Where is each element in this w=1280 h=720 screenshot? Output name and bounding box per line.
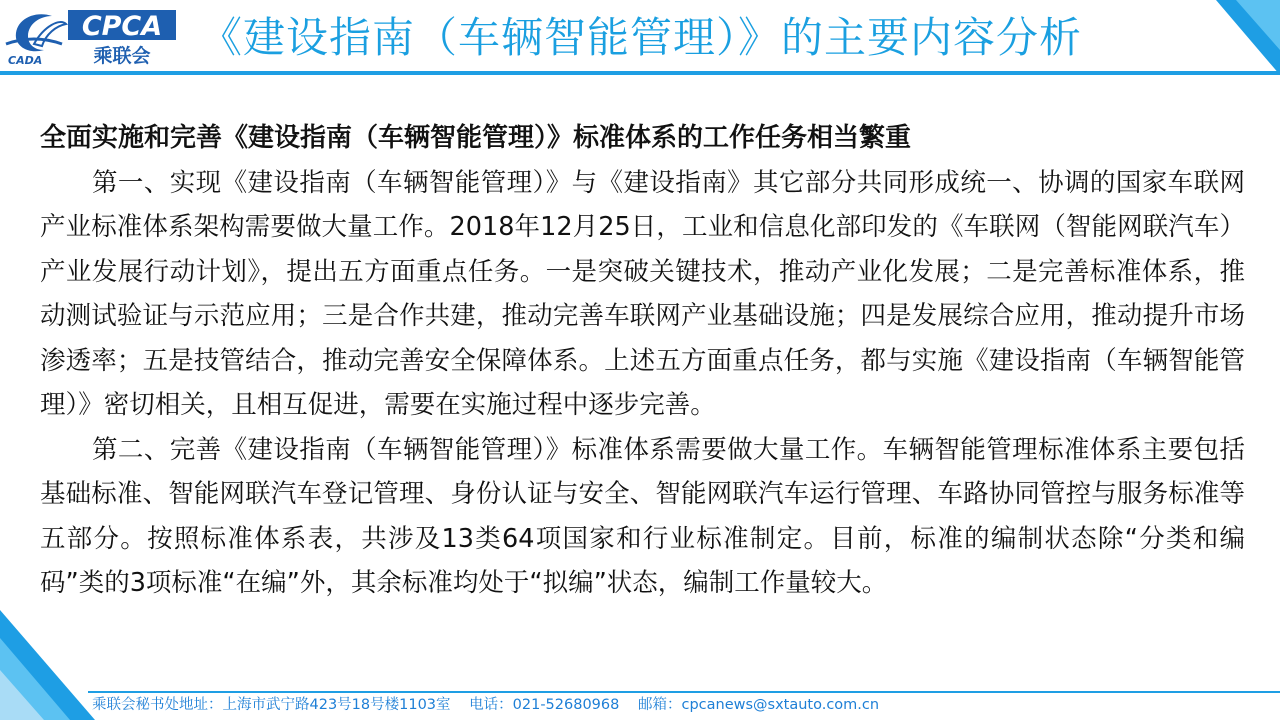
paragraph-2: 第二、完善《建设指南（车辆智能管理）》标准体系需要做大量工作。车辆智能管理标准体系主要包括基础标准、智能网联汽车登记管理、身份认证与安全、智能网联汽车运行管理、车路协同管控与服务标准等五部分。按照标准体系表，共涉及13类64项国家和行业标准制定。目前，标准的编制状态除“分类和编码”类的3项标准“在编”外，其余标准均处于“拟编”状态，编制工作量较大。 bbox=[40, 434, 1245, 598]
corner-decoration-bottom-left bbox=[0, 610, 95, 720]
corner-decoration-top-right bbox=[1216, 0, 1280, 75]
paragraph-1: 第一、实现《建设指南（车辆智能管理）》与《建设指南》其它部分共同形成统一、协调的国家车联网产业标准体系架构需要做大量工作。2018年12月25日，工业和信息化部印发的《车联网（智能网联汽车）产业发展行动计划》，提出五方面重点任务。一是突破关键技术，推动产业化发展；二是完善标准体系，推动测试验证与示范应用；三是合作共建，推动完善车联网产业基础设施；四是发展综合应用，推动提升市场渗透率；五是技管结合，推动完善安全保障体系。上述五方面重点任务，都与实施《建设指南（车辆智能管理）》密切相关，且相互促进，需要在实施过程中逐步完善。 bbox=[40, 167, 1245, 420]
footer-address: 乘联会秘书处地址：上海市武宁路423号18号楼1103室 bbox=[92, 697, 451, 713]
logo-text: CPCA bbox=[81, 11, 163, 42]
section-heading: 全面实施和完善《建设指南（车辆智能管理）》标准体系的工作任务相当繁重 bbox=[40, 123, 912, 153]
footer-phone: 电话：021-52680968 bbox=[469, 697, 620, 713]
logo-cn-text: 乘联会 bbox=[93, 45, 151, 67]
slide-title: 《建设指南（车辆智能管理）》的主要内容分析 bbox=[200, 13, 1083, 62]
logo-sub-text: CADA bbox=[8, 54, 43, 67]
footer-email: 邮箱：cpcanews@sxtauto.com.cn bbox=[637, 697, 880, 713]
main-content bbox=[40, 116, 1245, 606]
footer-divider bbox=[88, 691, 1280, 693]
cpca-logo bbox=[4, 4, 184, 68]
footer-contact bbox=[92, 695, 893, 715]
header-divider bbox=[0, 71, 1280, 75]
